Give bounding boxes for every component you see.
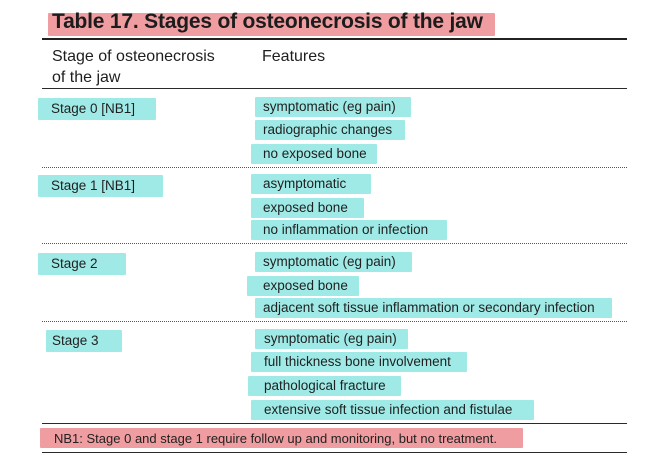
feature-item: radiographic changes [263, 122, 393, 137]
feature-item: symptomatic (eg pain) [263, 254, 396, 269]
feature-item: exposed bone [263, 278, 348, 293]
stage-label: Stage 3 [52, 333, 99, 348]
feature-item: adjacent soft tissue inflammation or secondary infection [263, 300, 595, 315]
footnote: NB1: Stage 0 and stage 1 require follow up and monitoring, but no treatment. [54, 431, 497, 446]
title-rule [42, 38, 627, 40]
feature-item: symptomatic (eg pain) [264, 331, 397, 346]
feature-item: full thickness bone involvement [264, 354, 451, 369]
stage-label: Stage 1 [NB1] [51, 178, 136, 193]
header-features: Features [262, 48, 326, 65]
table-bottom-rule [42, 423, 627, 424]
row-divider [42, 243, 627, 244]
feature-item: exposed bone [263, 200, 348, 215]
row-divider [42, 321, 627, 322]
feature-item: pathological fracture [264, 378, 386, 393]
footnote-rule [42, 452, 627, 453]
table-title: Table 17. Stages of osteonecrosis of the jaw [52, 10, 483, 33]
stage-label: Stage 2 [51, 256, 98, 271]
row-divider [42, 167, 627, 168]
header-stage-line1: Stage of osteonecrosis [52, 48, 215, 65]
feature-item: extensive soft tissue infection and fistulae [264, 402, 513, 417]
feature-item: no exposed bone [263, 146, 367, 161]
header-stage [52, 46, 215, 88]
feature-item: asymptomatic [263, 176, 347, 191]
stage-label: Stage 0 [NB1] [51, 101, 136, 116]
feature-item: symptomatic (eg pain) [263, 99, 396, 114]
header-stage-line2: of the jaw [52, 69, 121, 86]
header-rule [42, 88, 627, 89]
feature-item: no inflammation or infection [263, 222, 429, 237]
